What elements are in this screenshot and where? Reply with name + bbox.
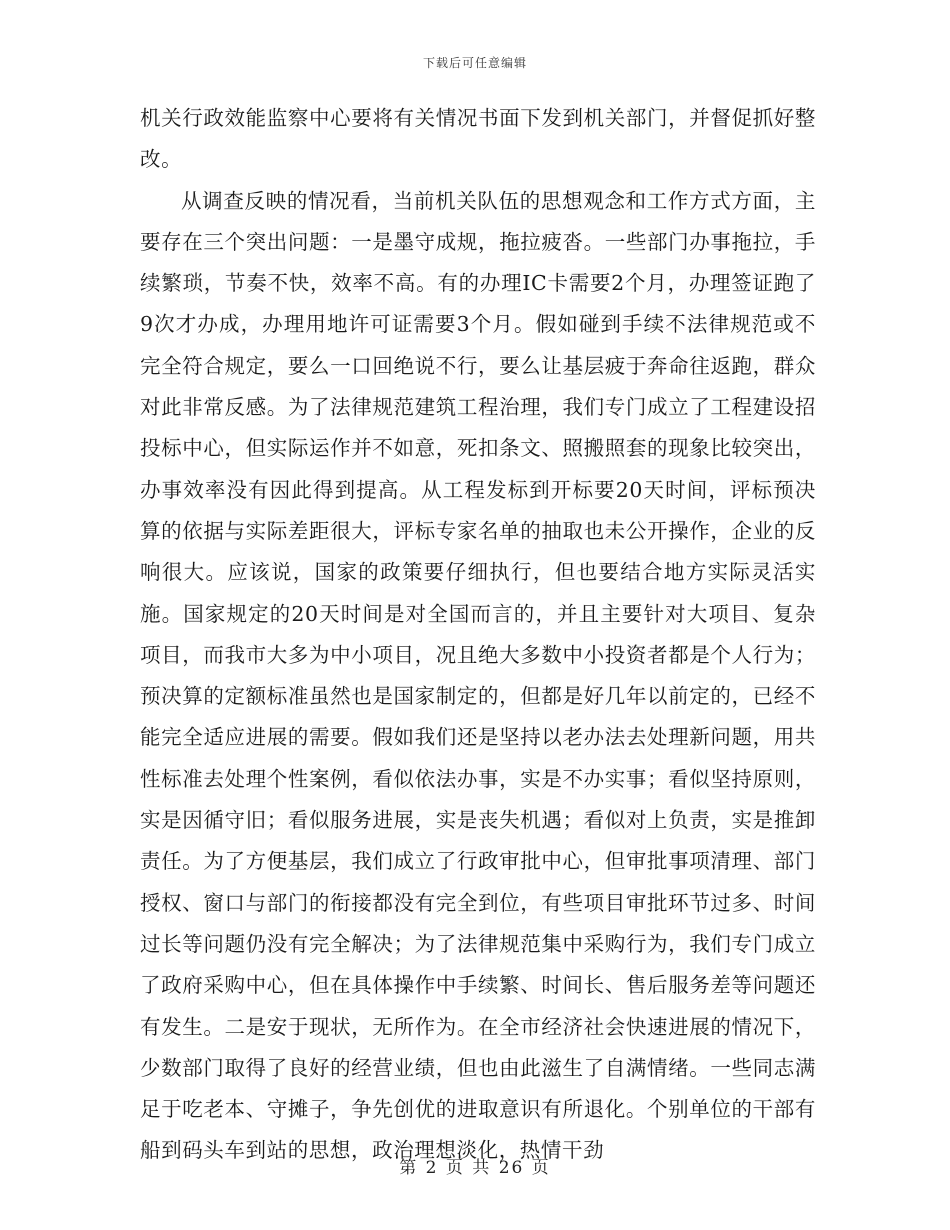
page-number: 第 2 页 共 26 页 (399, 1158, 551, 1178)
paragraph: 机关行政效能监察中心要将有关情况书面下发到机关部门，并督促抓好整改。 (140, 106, 816, 172)
document-body (140, 98, 816, 1172)
paragraph: 从调查反映的情况看，当前机关队伍的思想观念和工作方式方面，主要存在三个突出问题：一是墨守成规，拖拉疲沓。一些部门办事拖拉，手续繁琐，节奏不快，效率不高。有的办理IC卡需要2个月，办理签证跑了9次才办成，办理用地许可证需要3个月。假如碰到手续不法律规范或不完全符合规定，要么一口回绝说不行，要么让基层疲于奔命往返跑，群众对此非常反感。为了法律规范建筑工程治理，我们专门成立了工程建设招投标中心，但实际运作并不如意，死扣条文、照搬照套的现象比较突出，办事效率没有因此得到提高。从工程发标到开标要20天时间，评标预决算的依据与实际差距很大，评标专家名单的抽取也未公开操作，企业的反响很大。应该说，国家的政策要仔细执行，但也要结合地方实际灵活实施。国家规定的20天时间是对全国而言的，并且主要针对大项目、复杂项目，而我市大多为中小项目，况且绝大多数中小投资者都是个人行为；预决算的定额标准虽然也是国家制定的，但都是好几年以前定的，已经不能完全适应进展的需要。假如我们还是坚持以老办法去处理新问题，用共性标准去处理个性案例，看似依法办事，实是不办实事；看似坚持原则，实是因循守旧；看似服务进展，实是丧失机遇；看似对上负责，实是推卸责任。为了方便基层，我们成立了行政审批中心，但审批事项清理、部门授权、窗口与部门的衔接都没有完全到位，有些项目审批环节过多、时间过长等问题仍没有完全解决；为了法律规范集中采购行为，我们专门成立了政府采购中心，但在具体操作中手续繁、时间长、售后服务差等问题还有发生。二是安于现状，无所作为。在全市经济社会快速进展的情况下，少数部门取得了良好的经营业绩，但也由此滋生了自满情绪。一些同志满足于吃老本、守摊子，争先创优的进取意识有所退化。个别单位的干部有船到码头车到站的思想，政治理想淡化，热情干劲 (140, 188, 816, 1163)
page-header-note: 下载后可任意编辑 (422, 56, 527, 70)
